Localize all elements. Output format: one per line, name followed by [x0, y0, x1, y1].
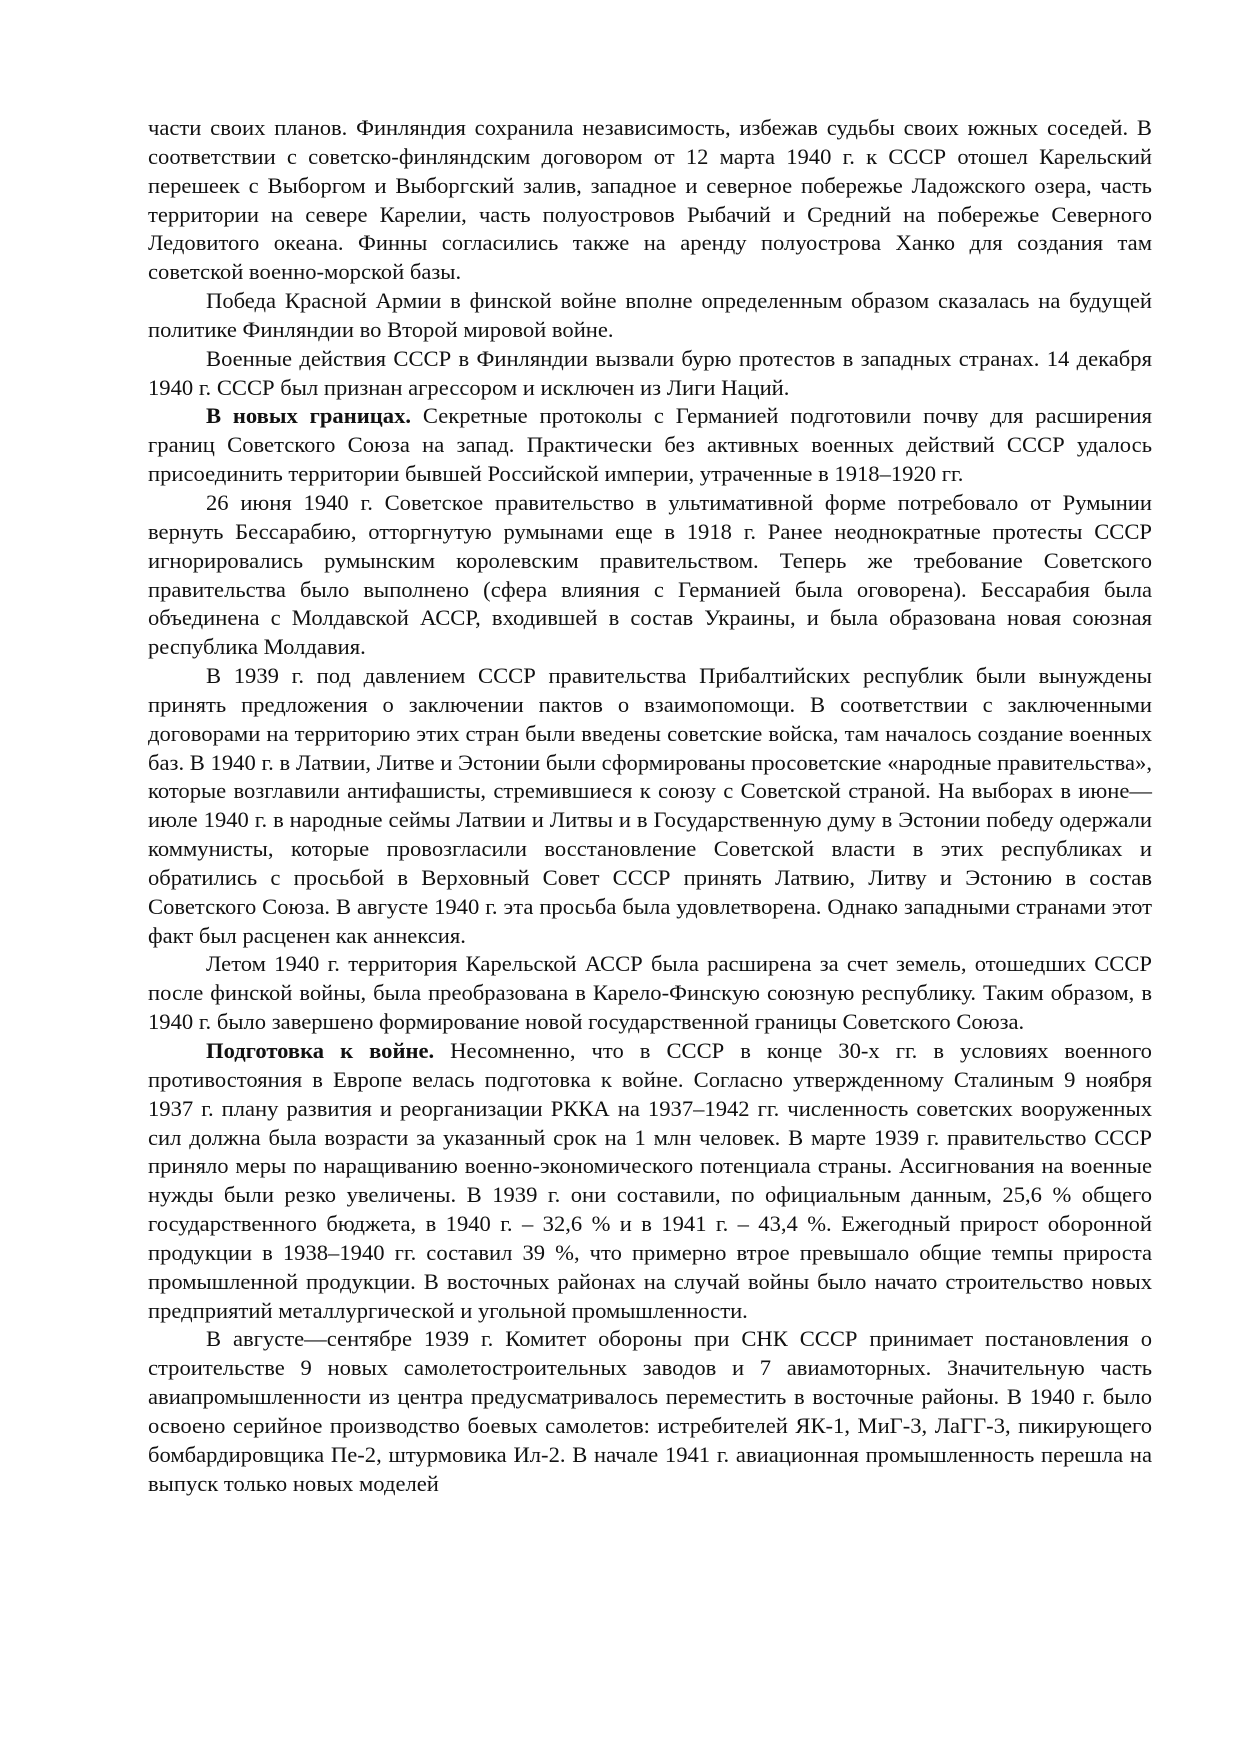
- paragraph-text: В 1939 г. под давлением СССР правительства Прибалтийских республик были вынуждены принять предложения о заключении пактов о взаимопомощи. В соответствии с заключенными договорами на территорию этих стран были введены советские войска, там началось создание военных баз. В 1940 г. в Латвии, Литве и Эстонии были сформированы просоветские «народные правительства», которые возглавили антифашисты, стремившиеся к союзу с Советской страной. На выборах в июне—июле 1940 г. в народные сеймы Латвии и Литвы и в Государственную думу в Эстонии победу одержали коммунисты, которые провозгласили восстановление Советской власти в этих республиках и обратились с просьбой в Верховный Совет СССР принять Латвию, Литву и Эстонию в состав Советского Союза. В августе 1940 г. эта просьба была удовлетворена. Однако западными странами этот факт был расценен как аннексия.: [148, 663, 1152, 948]
- paragraph-text: Секретные протоколы с Германией подготовили почву для расширения границ Советского Союза на запад. Практически без активных военных действий СССР удалось присоединить территории бывшей Российской империи, утраченные в 1918–1920 гг.: [148, 403, 1152, 487]
- section-heading-war-preparation: Подготовка к войне.: [206, 1038, 435, 1063]
- paragraph-text: Военные действия СССР в Финляндии вызвали бурю протестов в западных странах. 14 декабря 1940 г. СССР был признан агрессором и исключен из Лиги Наций.: [148, 345, 1152, 400]
- paragraph-text: части своих планов. Финляндия сохранила независимость, избежав судьбы своих южных соседей. В соответствии с советско-финляндским договором от 12 марта 1940 г. к СССР отошел Карельский перешеек с Выборгом и Выборгский залив, западное и северное побережье Ладожского озера, часть территории на севере Карелии, часть полуостровов Рыбачий и Средний на побережье Северного Ледовитого океана. Финны согласились также на аренду полуострова Ханко для создания там советской военно-морской базы.: [148, 115, 1152, 285]
- paragraph: [148, 662, 1152, 950]
- paragraph-text: Победа Красной Армии в финской войне вполне определенным образом сказалась на будущей политике Финляндии во Второй мировой войне.: [148, 288, 1152, 342]
- paragraph: [148, 402, 1152, 489]
- paragraph-text: Летом 1940 г. территория Карельской АССР была расширена за счет земель, отошедших СССР после финской войны, была преобразована в Карело-Финскую союзную республику. Таким образом, в 1940 г. было завершено формирование новой государственной границы Советского Союза.: [148, 951, 1152, 1035]
- section-heading-new-borders: В новых границах.: [206, 403, 412, 429]
- paragraph: [148, 287, 1152, 345]
- paragraph: [148, 345, 1152, 403]
- paragraph: [148, 114, 1152, 287]
- paragraph: [148, 489, 1152, 662]
- paragraph: [148, 1325, 1152, 1498]
- paragraph-text: В августе—сентябре 1939 г. Комитет обороны при СНК СССР принимает постановления о строительстве 9 новых самолетостроительных заводов и 7 авиамоторных. Значительную часть авиапромышленности из центра предусматривалось переместить в восточные районы. В 1940 г. было освоено серийное производство боевых самолетов: истребителей ЯК-1, МиГ-3, ЛаГГ-3, пикирующего бомбардировщика Пе-2, штурмовика Ил-2. В начале 1941 г. авиационная промышленность перешла на выпуск только новых моделей: [148, 1326, 1152, 1496]
- paragraph: [148, 1037, 1152, 1325]
- paragraph-text: Несомненно, что в СССР в конце 30-х гг. в условиях военного противостояния в Европе велась подготовка к войне. Согласно утвержденному Сталиным 9 ноября 1937 г. плану развития и реорганизации РККА на 1937–1942 гг. численность советских вооруженных сил должна была возрасти за указанный срок на 1 млн человек. В марте 1939 г. правительство СССР приняло меры по наращиванию военно-экономического потенциала страны. Ассигнования на военные нужды были резко увеличены. В 1939 г. они составили, по официальным данным, 25,6 % общего государственного бюджета, в 1940 г. – 32,6 % и в 1941 г. – 43,4 %. Ежегодный прирост оборонной продукции в 1938–1940 гг. составил 39 %, что примерно втрое превышало общие темпы прироста промышленной продукции. В восточных районах на случай войны было начато строительство новых предприятий металлургической и угольной промышленности.: [148, 1038, 1152, 1323]
- paragraph-text: 26 июня 1940 г. Советское правительство в ультимативной форме потребовало от Румынии вернуть Бессарабию, отторгнутую румынами еще в 1918 г. Ранее неоднократные протесты СССР игнорировались румынским королевским правительством. Теперь же требование Советского правительства было выполнено (сфера влияния с Германией была оговорена). Бессарабия была объединена с Молдавской АССР, входившей в состав Украины, и была образована новая союзная республика Молдавия.: [148, 489, 1152, 660]
- document-page: [148, 114, 1152, 1499]
- paragraph: [148, 950, 1152, 1037]
